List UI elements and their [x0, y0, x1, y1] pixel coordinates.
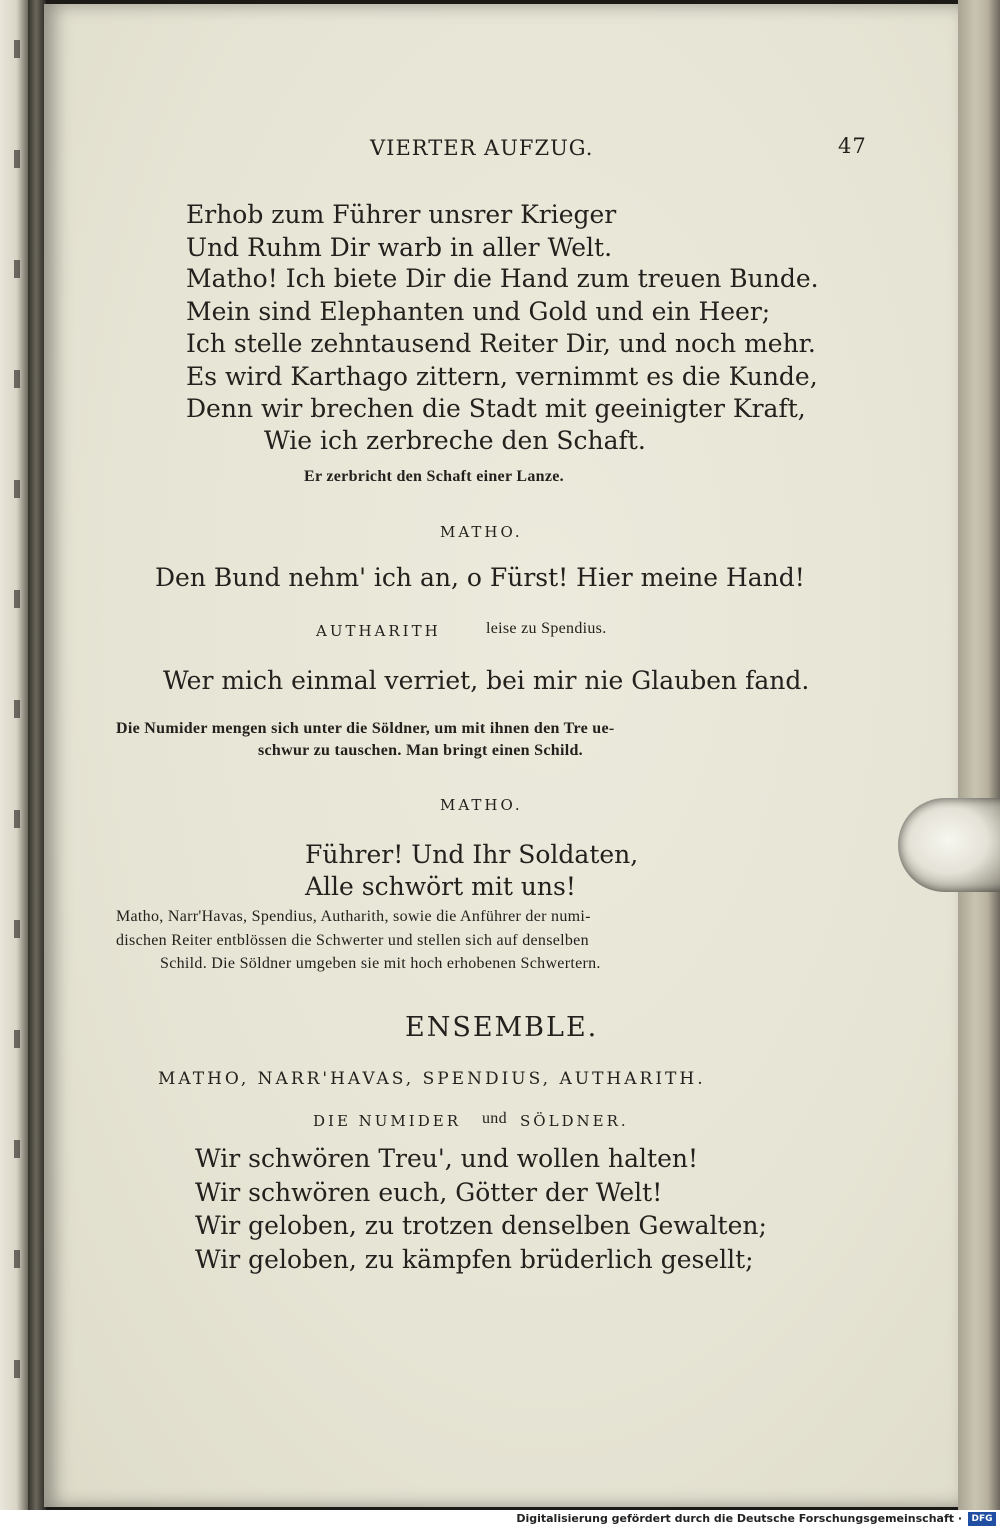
stage-direction: Er zerbricht den Schaft einer Lanze.: [304, 468, 564, 485]
verse-line: Führer! Und Ihr Soldaten,: [305, 840, 639, 869]
verse-line: Wir schwören Treu', und wollen halten!: [195, 1144, 699, 1173]
verse-line: Ich stelle zehntausend Reiter Dir, und noch mehr.: [186, 329, 816, 358]
verse-line: Mein sind Elephanten und Gold und ein Heer;: [186, 297, 771, 326]
page-weight-clamp: [898, 798, 1000, 892]
verse-line: Denn wir brechen die Stadt mit geeinigter Kraft,: [186, 394, 806, 423]
verse-line: Alle schwört mit uns!: [305, 872, 576, 901]
speaker-list: MATHO, NARR'HAVAS, SPENDIUS, AUTHARITH.: [158, 1069, 706, 1089]
dfg-logo: DFG: [968, 1512, 996, 1526]
verse-line: Es wird Karthago zittern, vernimmt es die Kunde,: [186, 362, 818, 391]
speaker-name: MATHO.: [440, 523, 523, 541]
book-cover-edge: [958, 0, 1000, 1510]
speaker-direction: leise zu Spendius.: [486, 620, 607, 637]
verse-line: Erhob zum Führer unsrer Krieger: [186, 200, 617, 229]
verse-line: Matho! Ich biete Dir die Hand zum treuen Bunde.: [186, 264, 819, 293]
page-number: 47: [838, 134, 867, 158]
section-heading: ENSEMBLE.: [405, 1012, 599, 1043]
verse-line: Wie ich zerbreche den Schaft.: [264, 426, 646, 455]
verse-line: Wir geloben, zu kämpfen brüderlich gesellt;: [195, 1245, 754, 1274]
stage-direction: schwur zu tauschen. Man bringt einen Schild.: [258, 742, 583, 759]
verse-line: Und Ruhm Dir warb in aller Welt.: [186, 233, 613, 262]
speaker-name: AUTHARITH: [316, 622, 441, 640]
speaker-name: MATHO.: [440, 796, 523, 814]
speaker-list: DIE NUMIDER: [313, 1112, 461, 1130]
verse-line: Wir geloben, zu trotzen denselben Gewalten;: [195, 1211, 767, 1240]
stage-direction: Die Numider mengen sich unter die Söldner, um mit ihnen den Tre ue-: [116, 720, 615, 737]
stage-direction: dischen Reiter entblössen die Schwerter und stellen sich auf denselben: [116, 932, 589, 949]
stage-direction: Matho, Narr'Havas, Spendius, Autharith, sowie die Anführer der numi-: [116, 908, 591, 925]
stage-direction: Schild. Die Söldner umgeben sie mit hoch erhobenen Schwertern.: [160, 955, 601, 972]
verse-line: Wer mich einmal verriet, bei mir nie Glauben fand.: [163, 666, 810, 695]
verse-line: Wir schwören euch, Götter der Welt!: [195, 1178, 663, 1207]
speaker-list: SÖLDNER.: [520, 1112, 629, 1130]
digitization-credit: Digitalisierung gefördert durch die Deutsche Forschungsgemeinschaft ·: [516, 1512, 962, 1525]
running-title: VIERTER AUFZUG.: [370, 136, 594, 160]
binding-stitches: [14, 40, 20, 1460]
speaker-list-conjunction: und: [482, 1110, 507, 1127]
verse-line: Den Bund nehm' ich an, o Fürst! Hier meine Hand!: [155, 563, 805, 592]
